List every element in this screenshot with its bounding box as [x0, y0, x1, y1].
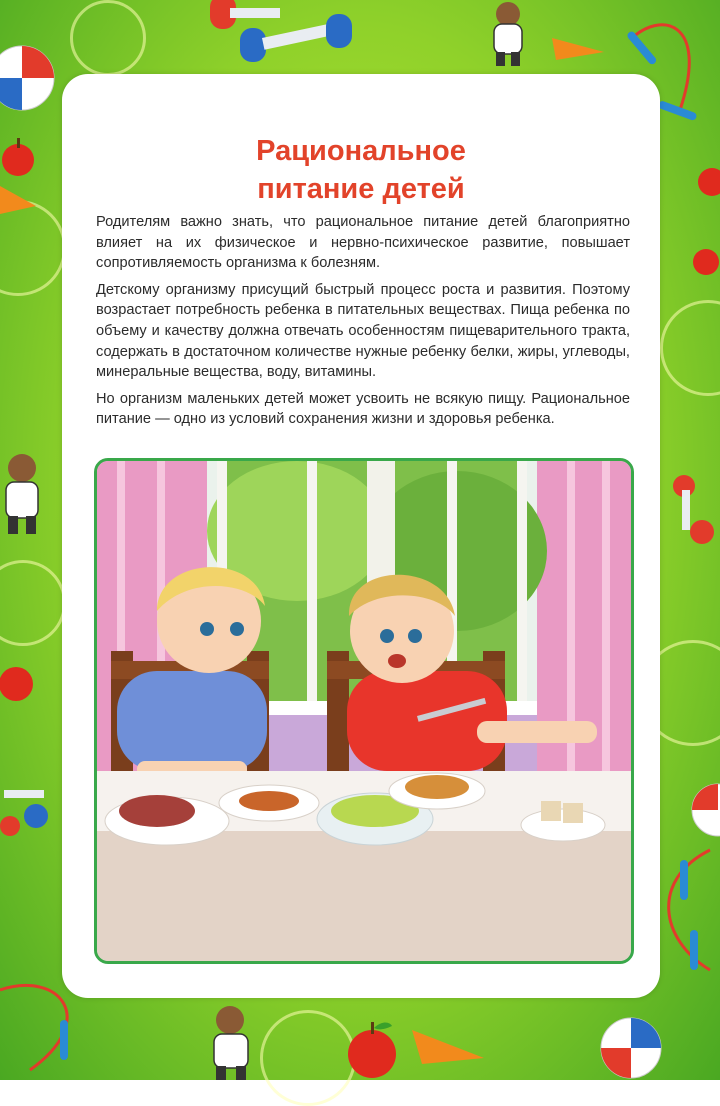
ball-icon — [690, 780, 720, 840]
bear-toy-icon — [478, 0, 538, 70]
paragraph-3: Но организм маленьких детей может усвоить не всякую пищу. Рациональное питание — одно из условий сохранения жизни и здоровья ребенка. — [96, 390, 630, 428]
article-text — [96, 212, 630, 436]
dumbbell-icon — [200, 0, 380, 70]
carrot-icon — [0, 180, 40, 220]
title-line-1: Рациональное — [256, 135, 466, 167]
apple-icon — [694, 160, 720, 200]
illustration-frame — [94, 458, 634, 964]
children-eating-illustration — [97, 461, 631, 961]
apple-icon — [0, 130, 40, 180]
ball-icon — [0, 40, 60, 114]
apple-icon — [0, 656, 40, 706]
bear-toy-icon — [196, 1004, 266, 1080]
apple-icon — [690, 240, 720, 280]
ball-icon — [596, 1010, 666, 1080]
paragraph-1: Родителям важно знать, что рациональное питание детей благоприятно влияет на их физическое и нервно-психическое развитие, повышает сопротивляемость организма к болезням. — [96, 214, 630, 272]
bear-toy-icon — [0, 452, 48, 542]
decorative-ring — [70, 0, 146, 76]
title-line-2: питание детей — [257, 173, 465, 205]
decorative-ring — [260, 1010, 356, 1106]
apple-icon — [346, 1014, 400, 1080]
dumbbell-icon — [0, 780, 50, 840]
paragraph-2: Детскому организму присущий быстрый процесс роста и развития. Поэтому возрастает потребность ребенка в питательных веществах. Пища ребенка по объему и качеству должна отвечать особенностям пищеварительного тракта, содержать в достаточном количестве нужные ребенку белки, жиры, углеводы, минеральные вещества, воду, витамины. — [96, 281, 630, 381]
dumbbell-icon — [670, 470, 720, 550]
carrot-icon — [408, 1018, 488, 1070]
carrot-icon — [548, 28, 608, 68]
page-title — [62, 132, 660, 208]
